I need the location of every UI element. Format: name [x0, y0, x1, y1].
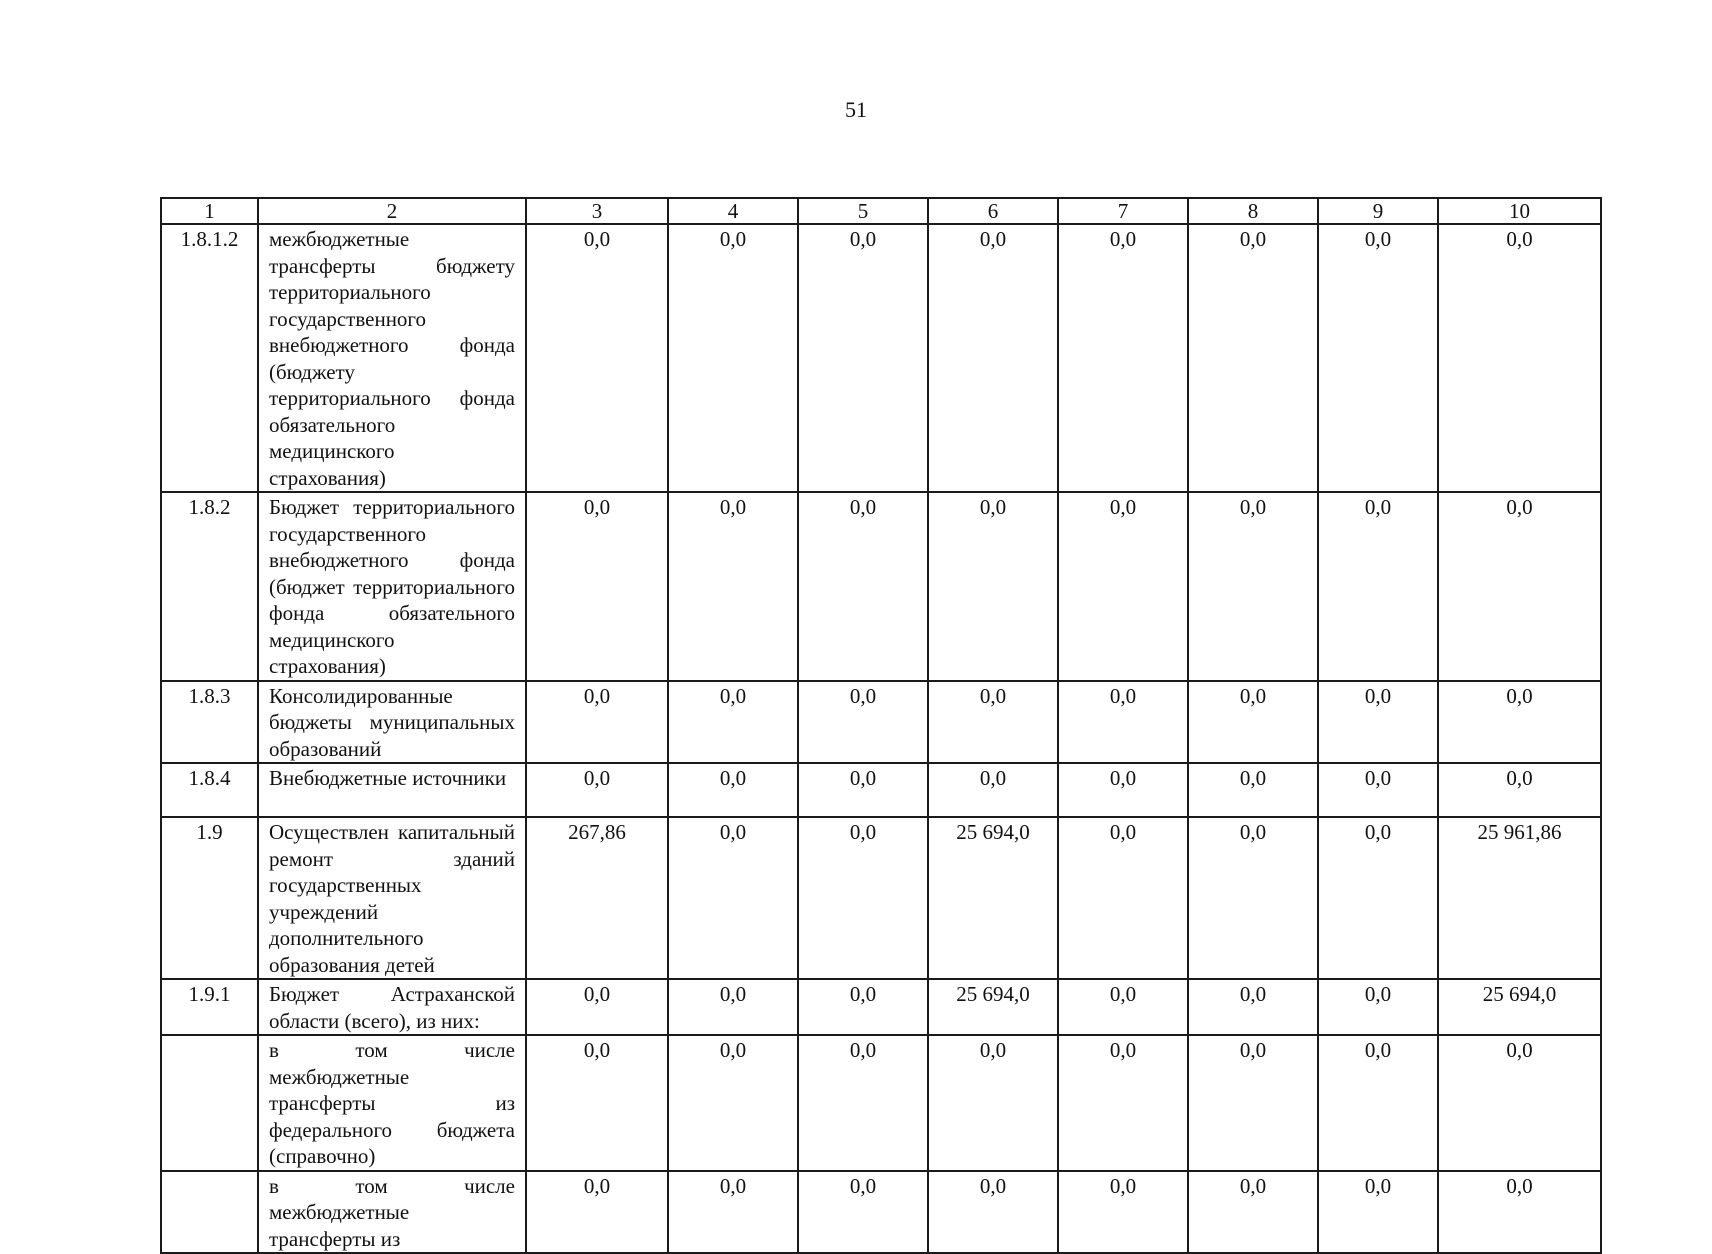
cell-value: 0,0: [928, 224, 1058, 492]
cell-value: 0,0: [1058, 979, 1188, 1035]
cell-value: 0,0: [526, 763, 668, 817]
cell-value: 0,0: [1188, 1035, 1318, 1171]
row-number: [161, 1035, 258, 1171]
cell-value: 0,0: [798, 492, 928, 681]
column-header: 9: [1318, 198, 1438, 224]
cell-value: 0,0: [1318, 224, 1438, 492]
cell-value: 0,0: [526, 1035, 668, 1171]
cell-value: 0,0: [1188, 492, 1318, 681]
row-description: в том числе межбюджетные трансферты из: [258, 1171, 526, 1254]
cell-value: 0,0: [1188, 763, 1318, 817]
budget-table: [160, 197, 1602, 1254]
column-header: 1: [161, 198, 258, 224]
cell-value: 0,0: [928, 1171, 1058, 1254]
cell-value: 25 694,0: [1438, 979, 1601, 1035]
table-row: [161, 681, 1601, 764]
cell-value: 0,0: [1188, 817, 1318, 979]
cell-value: 0,0: [1318, 492, 1438, 681]
row-description: Консолидированные бюджеты муниципальных образований: [258, 681, 526, 764]
cell-value: 0,0: [1438, 681, 1601, 764]
table-row: [161, 1171, 1601, 1254]
cell-value: 0,0: [1318, 763, 1438, 817]
cell-value: 0,0: [798, 224, 928, 492]
row-description: в том числе межбюджетные трансферты из федерального бюджета (справочно): [258, 1035, 526, 1171]
cell-value: 0,0: [1318, 979, 1438, 1035]
cell-value: 25 961,86: [1438, 817, 1601, 979]
cell-value: 0,0: [668, 1171, 798, 1254]
column-header: 5: [798, 198, 928, 224]
cell-value: 0,0: [928, 763, 1058, 817]
page-number: 51: [845, 97, 867, 122]
cell-value: 0,0: [1058, 763, 1188, 817]
cell-value: 0,0: [668, 681, 798, 764]
cell-value: 0,0: [798, 763, 928, 817]
column-header: 6: [928, 198, 1058, 224]
row-number: 1.9: [161, 817, 258, 979]
cell-value: 25 694,0: [928, 979, 1058, 1035]
cell-value: 25 694,0: [928, 817, 1058, 979]
cell-value: 0,0: [1438, 763, 1601, 817]
row-number: 1.9.1: [161, 979, 258, 1035]
table-row: [161, 492, 1601, 681]
cell-value: 0,0: [1188, 224, 1318, 492]
cell-value: 0,0: [1058, 492, 1188, 681]
cell-value: 0,0: [526, 224, 668, 492]
cell-value: 0,0: [668, 224, 798, 492]
cell-value: 0,0: [1188, 979, 1318, 1035]
cell-value: 0,0: [1438, 1035, 1601, 1171]
row-description: Бюджет Астраханской области (всего), из них:: [258, 979, 526, 1035]
cell-value: 0,0: [1058, 817, 1188, 979]
table-row: [161, 763, 1601, 817]
cell-value: 0,0: [1318, 1171, 1438, 1254]
column-header: 8: [1188, 198, 1318, 224]
cell-value: 0,0: [1438, 224, 1601, 492]
cell-value: 267,86: [526, 817, 668, 979]
cell-value: 0,0: [798, 979, 928, 1035]
row-description: Осуществлен капитальный ремонт зданий государственных учреждений дополнительного образования детей: [258, 817, 526, 979]
column-header: 7: [1058, 198, 1188, 224]
cell-value: 0,0: [928, 492, 1058, 681]
cell-value: 0,0: [928, 1035, 1058, 1171]
cell-value: 0,0: [1438, 1171, 1601, 1254]
cell-value: 0,0: [1438, 492, 1601, 681]
table-row: [161, 1035, 1601, 1171]
row-description: Внебюджетные источники: [258, 763, 526, 817]
cell-value: 0,0: [668, 817, 798, 979]
column-header: 2: [258, 198, 526, 224]
cell-value: 0,0: [1058, 681, 1188, 764]
cell-value: 0,0: [668, 1035, 798, 1171]
table-row: [161, 817, 1601, 979]
cell-value: 0,0: [1188, 681, 1318, 764]
row-number: 1.8.1.2: [161, 224, 258, 492]
cell-value: 0,0: [668, 763, 798, 817]
column-header: 3: [526, 198, 668, 224]
cell-value: 0,0: [668, 979, 798, 1035]
cell-value: 0,0: [798, 681, 928, 764]
cell-value: 0,0: [928, 681, 1058, 764]
cell-value: 0,0: [526, 979, 668, 1035]
table-header-row: [161, 198, 1601, 224]
column-header: 10: [1438, 198, 1601, 224]
cell-value: 0,0: [668, 492, 798, 681]
cell-value: 0,0: [1188, 1171, 1318, 1254]
cell-value: 0,0: [1058, 1035, 1188, 1171]
cell-value: 0,0: [1318, 681, 1438, 764]
cell-value: 0,0: [798, 1035, 928, 1171]
cell-value: 0,0: [798, 817, 928, 979]
row-number: 1.8.2: [161, 492, 258, 681]
row-number: 1.8.4: [161, 763, 258, 817]
cell-value: 0,0: [798, 1171, 928, 1254]
cell-value: 0,0: [526, 681, 668, 764]
column-header: 4: [668, 198, 798, 224]
row-description: межбюджетные трансферты бюджету территориального государственного внебюджетного фонда (бюджету территориального фонда обязательного медицинского страхования): [258, 224, 526, 492]
cell-value: 0,0: [1058, 1171, 1188, 1254]
row-number: 1.8.3: [161, 681, 258, 764]
row-description: Бюджет территориального государственного внебюджетного фонда (бюджет территориального фонда обязательного медицинского страхования): [258, 492, 526, 681]
cell-value: 0,0: [526, 492, 668, 681]
cell-value: 0,0: [1058, 224, 1188, 492]
row-number: [161, 1171, 258, 1254]
cell-value: 0,0: [526, 1171, 668, 1254]
cell-value: 0,0: [1318, 817, 1438, 979]
table-row: [161, 224, 1601, 492]
cell-value: 0,0: [1318, 1035, 1438, 1171]
table-row: [161, 979, 1601, 1035]
